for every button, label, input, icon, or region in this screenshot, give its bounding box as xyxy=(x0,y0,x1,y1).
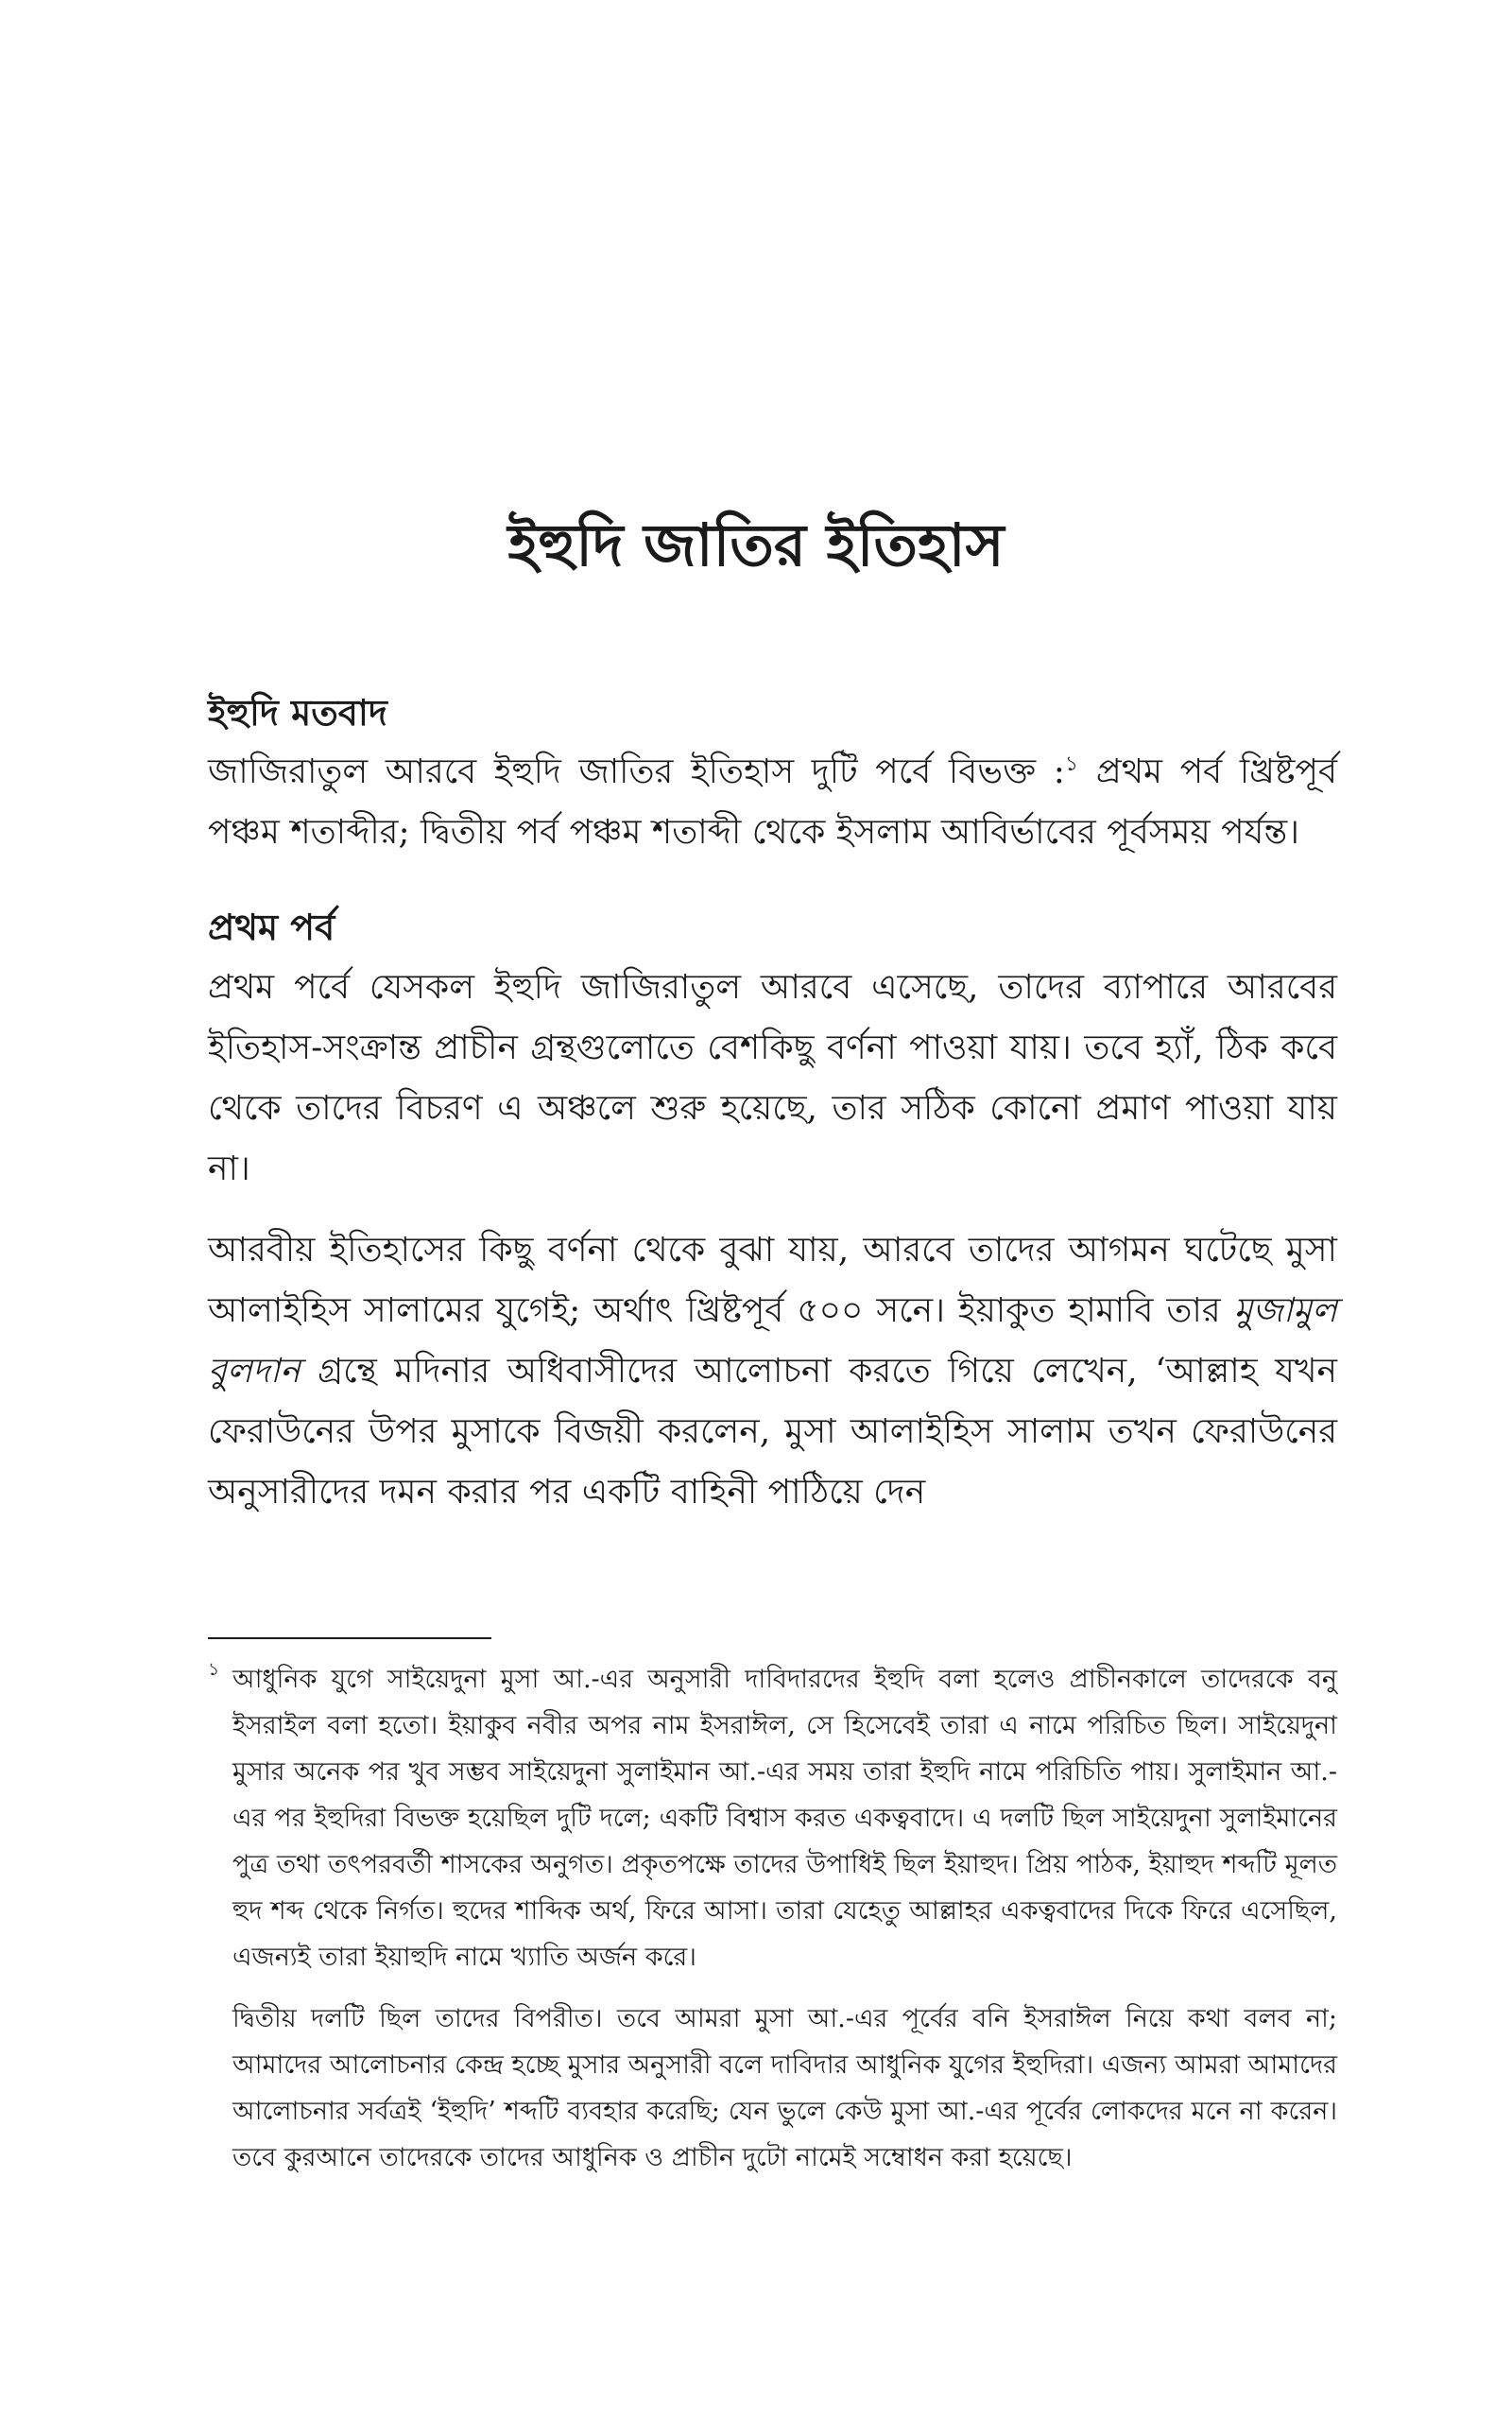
footnote-marker: ১ xyxy=(208,1659,220,1680)
paragraph-2-text-b: গ্রন্থে মদিনার অধিবাসীদের আলোচনা করতে গিয়ে লেখেন, ‘আল্লাহ যখন ফেরাউনের উপর মুসাকে বিজয়ী করলেন, মুসা আলাইহিস সালাম তখন ফেরাউনের অনুসারীদের দমন করার পর একটি বাহিনী পাঠিয়ে দেন xyxy=(208,1351,1337,1512)
footnotes xyxy=(208,1637,1337,2196)
first-phase-paragraph-2 xyxy=(208,1220,1337,1523)
section-heading-judaism: ইহুদি মতবাদ xyxy=(208,692,387,734)
footnote-1-text: আধুনিক যুগে সাইয়েদুনা মুসা আ.-এর অনুসারী দাবিদারদের ইহুদি বলা হলেও প্রাচীনকালে তাদেরকে বনু ইসরাইল বলা হতো। ইয়াকুব নবীর অপর নাম ইসরাঈল, সে হিসেবেই তারা এ নামে পরিচিত ছিল। সাইয়েদুনা মুসার অনেক পর খুব সম্ভব সাইয়েদুনা সুলাইমান আ.-এর সময় তারা ইহুদি নামে পরিচিতি পায়। সুলাইমান আ.-এর পর ইহুদিরা বিভক্ত হয়েছিল দুটি দলে; একটি বিশ্বাস করত একত্ববাদে। এ দলটি ছিল সাইয়েদুনা সুলাইমানের পুত্র তথা তৎপরবর্তী শাসকের অনুগত। প্রকৃতপক্ষে তাদের উপাধিই ছিল ইয়াহুদ। প্রিয় পাঠক, ইয়াহুদ শব্দটি মূলত হুদ শব্দ থেকে নির্গত। হুদের শাব্দিক অর্থ, ফিরে আসা। তারা যেহেতু আল্লাহর একত্ববাদের দিকে ফিরে এসেছিল, এজন্যই তারা ইয়াহুদি নামে খ্যাতি অর্জন করে। xyxy=(232,1665,1337,1972)
footnote-divider xyxy=(208,1637,491,1639)
section-heading-first-phase: প্রথম পর্ব xyxy=(208,907,335,949)
book-title: মুজামুল বুলদান xyxy=(208,1290,1337,1391)
footnote-1 xyxy=(208,1656,1337,1980)
first-phase-paragraph-1: প্রথম পর্বে যেসকল ইহুদি জাজিরাতুল আরবে এসেছে, তাদের ব্যাপারে আরবের ইতিহাস-সংক্রান্ত প্রাচীন গ্রন্থগুলোতে বেশকিছু বর্ণনা পাওয়া যায়। তবে হ্যাঁ, ঠিক কবে থেকে তাদের বিচরণ এ অঞ্চলে শুরু হয়েছে, তার সঠিক কোনো প্রমাণ পাওয়া যায় না। xyxy=(208,967,1337,1188)
main-content xyxy=(208,690,1337,1544)
footnote-1-continued: দ্বিতীয় দলটি ছিল তাদের বিপরীত। তবে আমরা মুসা আ.-এর পূর্বের বনি ইসরাঈল নিয়ে কথা বলব না; আমাদের আলোচনার কেন্দ্র হচ্ছে মুসার অনুসারী বলে দাবিদার আধুনিক যুগের ইহুদিরা। এজন্য আমরা আমাদের আলোচনার সর্বত্রই ‘ইহুদি’ শব্দটি ব্যবহার করেছি; যেন ভুলে কেউ মুসা আ.-এর পূর্বের লোকদের মনে না করেন। তবে কুরআনে তাদেরকে তাদের আধুনিক ও প্রাচীন দুটো নামেই সম্বোধন করা হয়েছে। xyxy=(232,2004,1337,2172)
paragraph-2-text-a: আরবীয় ইতিহাসের কিছু বর্ণনা থেকে বুঝা যায়, আরবে তাদের আগমন ঘটেছে মুসা আলাইহিস সালামের যুগেই; অর্থাৎ খ্রিষ্টপূর্ব ৫০০ সনে। ইয়াকুত হামাবি তার xyxy=(208,1230,1337,1330)
footnote-reference: ১ xyxy=(1064,752,1079,777)
intro-text-b: প্রথম পর্ব খ্রিষ্টপূর্ব পঞ্চম শতাব্দীর; দ্বিতীয় পর্ব পঞ্চম শতাব্দী থেকে ইসলাম আবির্ভাবের পূর্বসময় পর্যন্ত। xyxy=(208,752,1337,853)
chapter-title: ইহুদি জাতির ইতিহাস xyxy=(507,510,1005,579)
intro-text-a: জাজিরাতুল আরবে ইহুদি জাতির ইতিহাস দুটি পর্বে বিভক্ত : xyxy=(208,752,1065,792)
intro-paragraph xyxy=(208,742,1337,863)
